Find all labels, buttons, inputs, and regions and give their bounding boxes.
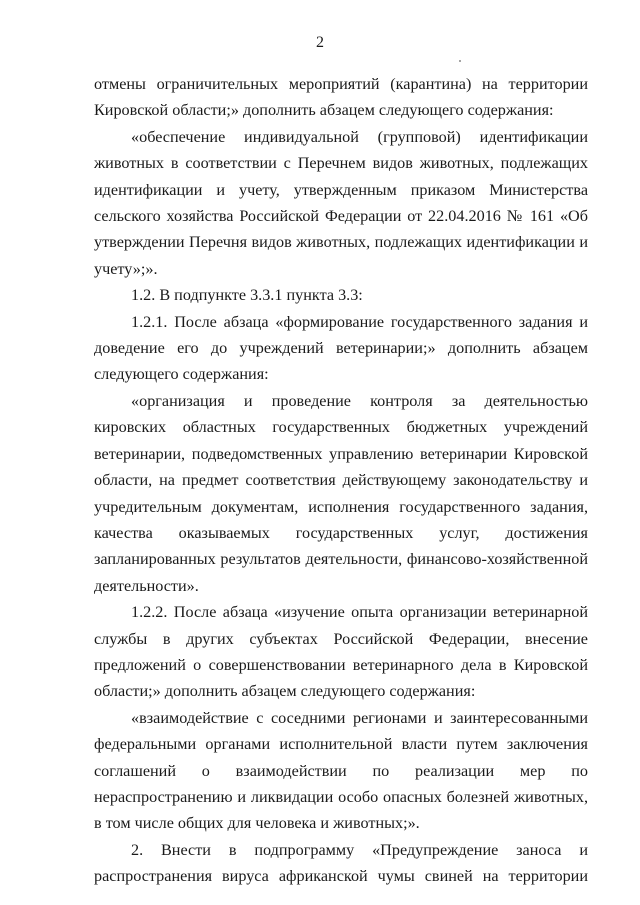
paragraph-item-1-2: 1.2. В подпункте 3.3.1 пункта 3.3: (131, 286, 363, 305)
paragraph-item-1-2-1: 1.2.1. После абзаца «формирование государственного задания и доведение его до учреждений ветеринарии;» дополнить абзацем следующего содержания: (94, 312, 588, 384)
paragraph-identification-clause: «обеспечение индивидуальной (групповой) идентификации животных в соответствии с Перечнем видов животных, подлежащих идентификации и учету, утвержденным приказом Министерства сельского хозяйства Российской Федерации от 22.04.2016 № 161 «Об утверждении Перечня видов животных, подлежащих идентификации и учету»;». (94, 127, 588, 278)
document-body (94, 71, 588, 890)
paragraph-item-2: 2. Внести в подпрограмму «Предупреждение заноса и распространения вируса африканской чумы свиней на территории (94, 840, 588, 886)
page-number: 2 (316, 34, 324, 51)
paragraph-control-clause: «организация и проведение контроля за деятельностью кировских областных государственных бюджетных учреждений ветеринарии, подведомственных управлению ветеринарии Кировской области, на предмет соответствия действующему законодательству и учредительным документам, исполнения государственного задания, качества оказываемых государственных услуг, достижения запланированных результатов деятельности, финансово-хозяйственной деятельности». (94, 391, 588, 595)
paragraph-interaction-clause: «взаимодействие с соседними регионами и заинтересованными федеральными органами исполнительной власти путем заключения соглашений о взаимодействии по реализации мер по нераспространению и ликвидации особо опасных болезней животных, в том числе общих для человека и животных;». (94, 708, 588, 833)
scan-speck (459, 60, 461, 62)
paragraph-continuation: отмены ограничительных мероприятий (карантина) на территории Кировской области;» дополнить абзацем следующего содержания: (94, 75, 588, 120)
paragraph-item-1-2-2: 1.2.2. После абзаца «изучение опыта организации ветеринарной службы в других субъектах Российской Федерации, внесение предложений о совершенствовании ветеринарного дела в Кировской области;» дополнить абзацем следующего содержания: (94, 603, 588, 701)
